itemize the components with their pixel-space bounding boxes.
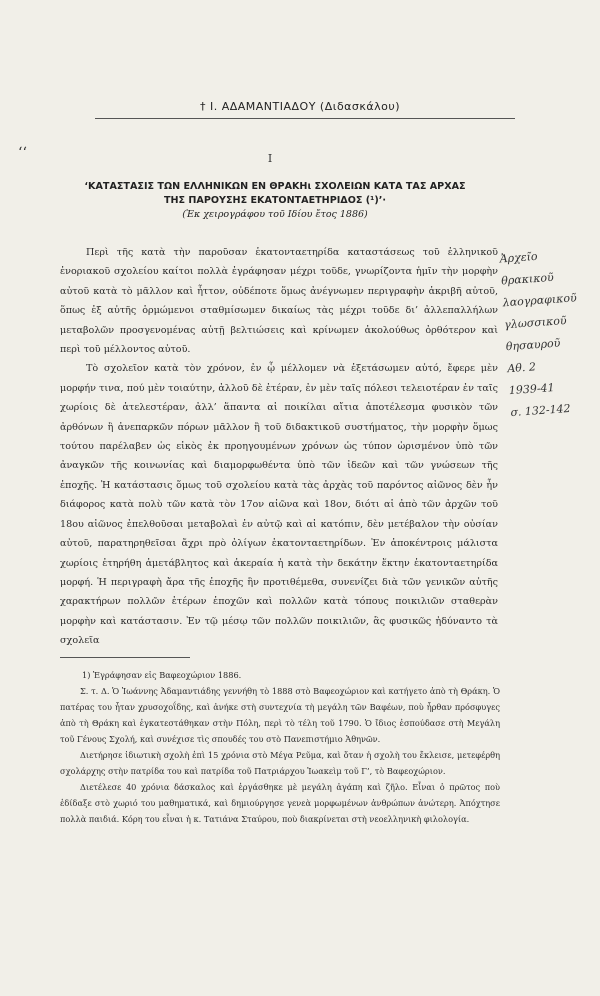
- hand-line: γλωσσικοῦ: [503, 314, 567, 332]
- paragraph-1: Περὶ τῆς κατὰ τὴν παροῦσαν ἑκατονταετηρίδα καταστάσεως τοῦ ἑλληνικοῦ ἐνοριακοῦ σχολείου καίτοι πολλὰ ἐγράφησαν μέχρι τοῦδε, γνωρίζοντα ἡμῖν τὴν μορφὴν αὐτοῦ κατὰ τὸ μᾶλλον καὶ ἧττον, οὐδέποτε ὅμως ἀνέγνωμεν περιγραφὴν ἀκριβῆ αὐτοῦ, ὅπως ἐξ αὐτῆς ὁρμώμενοι σταθμίσωμεν δικαίως τὰς μέχρι τοῦδε δι’ ἀλλεπαλλήλων μεταβολῶν προσγενομένας αὐτῇ βελτιώσεις καὶ κρίνωμεν ἀκολούθως ὀρθότερον καὶ περὶ τοῦ μέλλοντος αὐτοῦ.: [60, 247, 498, 356]
- paragraph-2: Τὸ σχολεῖον κατὰ τὸν χρόνον, ἐν ᾧ μέλλομεν νὰ ἐξετάσωμεν αὐτό, ἔφερε μὲν μορφήν τινα, πού μὲν τοιαύτην, ἀλλοῦ δὲ ἑτέραν, ἐν μὲν ταῖς πόλεσι τελειοτέραν ἐν ταῖς χωρίοις δὲ ἀτελεστέραν, ἀλλ’ ἅπαντα αἱ ποικίλαι αἴτια ἀποτέλεσμα φυσικὸν τῶν ἀρθόνων ἢ ἀνεπαρκῶν πόρων μᾶλλον ἢ τοῦ διδακτικοῦ συστήματος, τὴν μορφὴν ὅμως τούτου παρέλαβεν ὡς εἰκὸς ἐκ προηγουμένων χρόνων ὡς τύπον ὡρισμένον ὑπὸ τῶν ἀναγκῶν τῆς κοινωνίας καὶ διαμορφωθέντα ὑπὸ τῶν ἰδεῶν καὶ τῶν γνώσεων τῆς ἐποχῆς. Ἡ κατάστασις ὅμως τοῦ σχολείου κατὰ τὰς ἀρχὰς τοῦ παρόντος αἰῶνος δὲν ἦν διάφορος κατὰ πολὺ τῶν κατὰ τὸν 17ον αἰῶνα καὶ 18ον, διότι αἱ ἀπὸ τῶν ἀρχῶν τοῦ 18ου αἰῶνος ἐπελθοῦσαι μεταβολαὶ ἐν αὐτῷ καὶ αἱ κατόπιν, δὲν μετέβαλον τὴν οὐσίαν αὐτοῦ, παρατηρηθεῖσαι ἄχρι πρὸ ὀλίγων ἑκατονταετηρίδων. Ἐν ἀποκέντροις μάλιστα χωρίοις ἐτηρήθη ἀμετάβλητος καὶ ἀκεραία ἡ κατὰ τὴν δεκάτην ἕκτην ἑκατονταετηρίδα μορφή. Ἡ περιγραφὴ ἄρα τῆς ἐποχῆς ἣν προτιθέμεθα, συνενίζει διὰ τῶν γενικῶν αὐτῆς χαρακτήρων πολλῶν ἑτέρων ἐποχῶν καὶ πολλῶν κατὰ τόπους ποικιλιῶν σταθερὰν μορφὴν καὶ κατάστασιν. Ἐν τῷ μέσῳ τῶν πολλῶν ποικιλιῶν, ἃς φυσικῶς ἠδύναντο τὰ σχολεῖα: [60, 363, 498, 647]
- body-text: [60, 243, 498, 651]
- hand-line: Αθ. 2: [506, 360, 537, 376]
- editor-note-2: Διετήρησε ἰδιωτικὴ σχολὴ ἐπὶ 15 χρόνια στὸ Μέγα Ρεῦμα, καὶ ὅταν ἡ σχολὴ του ἔκλεισε, μετεφέρθη σχολάρχης στὴν πατρίδα του καὶ πατρίδα τοῦ Πατριάρχου Ἰωακεὶμ τοῦ Γ’, τὸ Βαφεοχώριον.: [60, 750, 500, 776]
- title-line-2: ΤΗΣ ΠΑΡΟΥΣΗΣ ΕΚΑΤΟΝΤΑΕΤΗΡΙΔΟΣ (¹)’·: [163, 195, 387, 206]
- hand-line: Ἀρχεῖο: [499, 249, 538, 266]
- section-number: Ι: [267, 152, 273, 165]
- author-header: † Ι. ΑΔΑΜΑΝΤΙΑΔΟΥ (Διδασκάλου): [199, 100, 401, 113]
- header-rule: [95, 118, 515, 119]
- editor-note-3: Διετέλεσε 40 χρόνια δάσκαλος καὶ ἐργάσθηκε μὲ μεγάλη ἀγάπη καὶ ζῆλο. Εἶναι ὁ πρῶτος ποὺ ἐδίδαξε στὸ χωριό του μαθηματικά, καὶ δημιούργησε γενεὰ μορφωμένων ἀνθρώπων ἀνώτερη. Ἀπόχτησε πολλὰ παιδιά. Κόρη του εἶναι ἡ κ. Τατιάνα Σταύρου, ποὺ διακρίνεται στὴ νεοελληνικὴ φιλολογία.: [60, 782, 500, 824]
- hand-line: θρακικοῦ: [500, 270, 555, 288]
- margin-mark: ‘‘: [18, 145, 27, 161]
- footnote-1: 1) Ἐγράφησαν εἰς Βαφεοχώριον 1886.: [82, 670, 242, 680]
- title-subtitle: (Ἐκ χειρογράφου τοῦ Ιδίου ἔτος 1886): [182, 209, 368, 220]
- hand-line: λαογραφικοῦ: [502, 291, 578, 310]
- title-line-1: ‘ΚΑΤΑΣΤΑΣΙΣ ΤΩΝ ΕΛΛΗΝΙΚΩΝ ΕΝ ΘΡΑΚΗι ΣΧΟΛΕΙΩΝ ΚΑΤΑ ΤΑΣ ΑΡΧΑΣ: [84, 181, 466, 192]
- hand-line: θησαυροῦ: [505, 336, 561, 354]
- handwritten-annotation: [499, 242, 600, 424]
- hand-line: 1939-41: [508, 381, 555, 398]
- editor-note: Σ. τ. Δ. Ὁ Ἰωάννης Ἀδαμαντιάδης γεννήθη τὸ 1888 στὸ Βαφεοχώριον καὶ κατήγετο ἀπὸ τὴ Θράκη. Ὁ πατέρας του ἦταν χρυσοχοΐδης, καὶ ἀνήκε στὴ συντεχνία τὴ μεγάλη τῶν Βαφέων, ποὺ ἦρθαν πρόσφυγες ἀπὸ τὴ Θράκη καὶ ἐγκατεστάθηκαν στὴν Πόλη, περὶ τὸ τέλη τοῦ 1790. Ὁ ἴδιος ἐσπούδασε στὴ Μεγάλη τοῦ Γένους Σχολή, καὶ συνέχισε τὶς σπουδές του στὸ Πανεπιστήμιο Ἀθηνῶν.: [60, 686, 500, 744]
- footnotes: [60, 667, 500, 827]
- hand-line: σ. 132-142: [509, 401, 571, 420]
- article-title: [75, 180, 475, 222]
- footnote-rule: [60, 657, 190, 658]
